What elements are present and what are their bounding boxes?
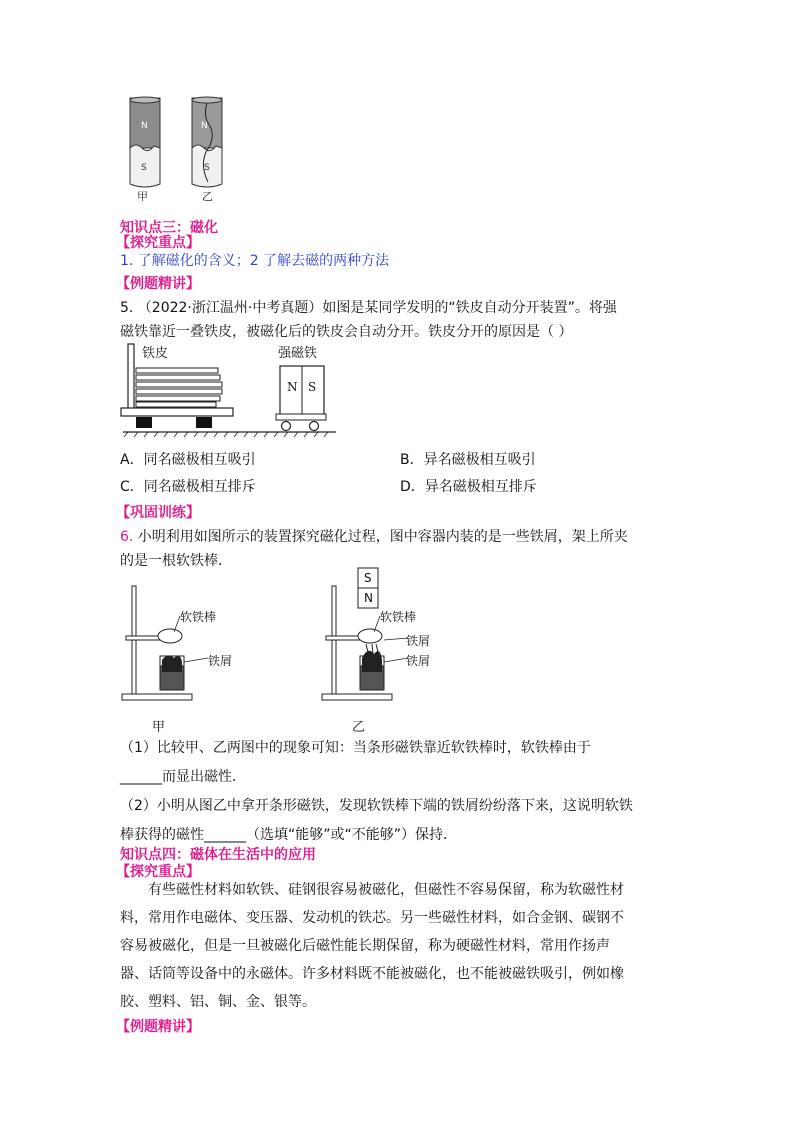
q6-line2: 的是一根软铁棒．	[120, 553, 232, 569]
label-soft-iron-left: 软铁棒	[180, 610, 217, 624]
para-line: 有些磁性材料如软铁、硅钢很容易被磁化，但磁性不容易保留，称为软磁性材	[148, 882, 624, 898]
beaker-right-pole-s: S	[204, 163, 210, 173]
caption-left: 甲	[152, 720, 166, 735]
label-soft-iron-right: 软铁棒	[380, 610, 417, 624]
label-strong-magnet: 强磁铁	[278, 346, 318, 361]
magnet-pole-s: S	[308, 380, 317, 394]
section3-focus-heading: 【探究重点】	[116, 235, 200, 251]
section4-paragraph	[120, 876, 680, 1016]
section3-title: 知识点三：磁化	[120, 220, 218, 236]
figure-beakers	[120, 96, 230, 206]
practice-heading: 【巩固训练】	[116, 505, 200, 521]
magnet-pole-n-bottom: N	[364, 591, 373, 605]
para-line: 器、话筒等设备中的永磁体。许多材料既不能被磁化，也不能被磁铁吸引，例如橡	[120, 966, 624, 982]
q5-line2: 磁铁靠近一叠铁皮，被磁化后的铁皮会自动分开。铁皮分开的原因是（ ）	[120, 324, 573, 340]
q6-text: 小明利用如图所示的装置探究磁化过程，图中容器内装的是一些铁屑，架上所夹	[133, 529, 628, 545]
beaker-left-pole-n: N	[141, 121, 148, 131]
stand-left	[122, 586, 208, 700]
para-line: 胶、塑料、铝、铜、金、银等。	[120, 994, 316, 1010]
q5-option-c[interactable]: C．同名磁极相互排斥	[120, 479, 256, 495]
para-line: 料，常用作电磁体、变压器、发动机的铁芯。另一些磁性材料，如合金钢、碳钢不	[120, 910, 624, 926]
beaker-left	[130, 97, 160, 187]
label-filings-right-1: 铁屑	[406, 634, 431, 648]
beaker-left-label: 甲	[137, 190, 148, 203]
q5-line1: 5. （2022·浙江温州·中考真题）如图是某同学发明的“铁皮自动分开装置”。将强	[120, 300, 617, 316]
q5-option-a[interactable]: A．同名磁极相互吸引	[120, 452, 256, 468]
q6-sub2-line2: 棒获得的磁性______（选填“能够”或“不能够”）保持．	[120, 827, 458, 843]
label-filings-left: 铁屑	[208, 654, 233, 668]
magnet-pole-n: N	[287, 380, 298, 394]
beaker-right-label: 乙	[202, 190, 213, 203]
q5-option-d[interactable]: D．异名磁极相互排斥	[400, 479, 537, 495]
q6-line1	[120, 527, 628, 547]
section4-example-heading: 【例题精讲】	[116, 1019, 200, 1035]
caption-right: 乙	[352, 720, 366, 735]
stand-right	[322, 568, 408, 700]
section3-example-heading: 【例题精讲】	[116, 276, 200, 292]
label-iron-sheets: 铁皮	[142, 346, 169, 361]
para-line: 容易被磁化，但是一旦被磁化后磁性能长期保留，称为硬磁性材料，常用作扬声	[120, 938, 610, 954]
figure-stands	[118, 566, 438, 736]
beaker-left-pole-s: S	[141, 163, 147, 173]
section4-focus-heading: 【探究重点】	[116, 864, 200, 880]
label-filings-right-2: 铁屑	[406, 654, 431, 668]
magnet-pole-s-top: S	[364, 571, 372, 585]
beaker-right	[192, 97, 222, 187]
q6-sub1-line1: （1）比较甲、乙两图中的现象可知：当条形磁铁靠近软铁棒时，软铁棒由于	[120, 740, 591, 756]
q6-number: 6.	[120, 529, 134, 545]
beaker-right-pole-n: N	[201, 121, 208, 131]
section3-focus-text: 1. 了解磁化的含义；2 了解去磁的两种方法	[120, 253, 390, 269]
q5-option-b[interactable]: B．异名磁极相互吸引	[400, 452, 536, 468]
section4-title: 知识点四：磁体在生活中的应用	[120, 847, 316, 863]
q6-sub1-line2: ______而显出磁性．	[120, 769, 246, 785]
q6-sub2-line1: （2）小明从图乙中拿开条形磁铁，发现软铁棒下端的铁屑纷纷落下来，这说明软铁	[120, 798, 633, 814]
figure-iron-sheets	[118, 338, 338, 438]
